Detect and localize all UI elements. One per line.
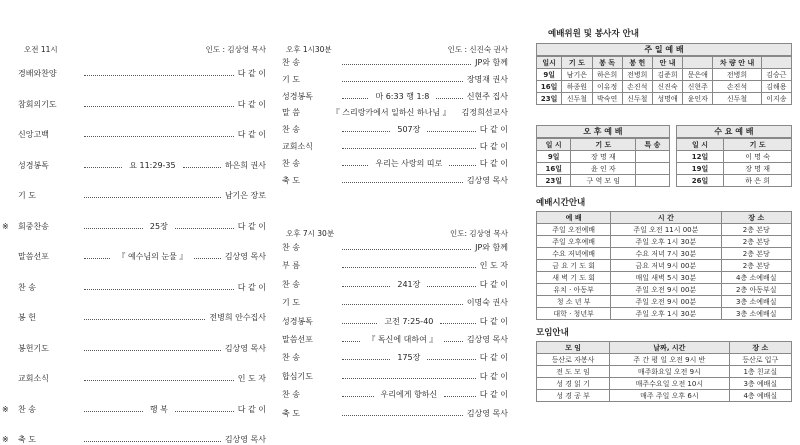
- wed-service-block: [676, 125, 792, 187]
- table-cell: 신두철: [622, 93, 652, 105]
- table-cell: 김승근: [761, 69, 791, 81]
- leader-dots: [342, 341, 360, 342]
- order-label: 찬 송: [282, 390, 300, 400]
- table-cell: 16일: [537, 163, 571, 175]
- order-detail: 우리는 사랑의 띠로: [375, 158, 443, 168]
- table-cell: 이 명 숙: [724, 151, 792, 163]
- table-cell: 남기은: [562, 69, 592, 81]
- order-row: [18, 129, 266, 140]
- table-cell: 3층 예배실: [729, 378, 791, 390]
- table-cell: 26일: [676, 175, 724, 187]
- order-person: 김상영 목사: [466, 175, 508, 185]
- table-cell: 주일 오후예배: [537, 236, 611, 248]
- table-cell: [636, 175, 669, 187]
- table-header-cell: 특 송: [636, 139, 669, 151]
- table-cell: 등산로 입구: [729, 354, 791, 366]
- order-row: [282, 242, 508, 253]
- leader-dots: [342, 249, 471, 250]
- table-header-cell: 기 도: [724, 139, 792, 151]
- leader-dots: [342, 182, 463, 183]
- order-detail: 25장: [149, 221, 168, 231]
- table-row: [537, 260, 792, 272]
- order-detail: 241장: [397, 279, 421, 289]
- table-cell: 윤 인 자: [571, 163, 636, 175]
- order-row: [18, 343, 266, 354]
- order-label: 교회소식: [282, 142, 313, 151]
- order-person: 김상영 목사: [224, 435, 266, 444]
- table-cell: 2층 아동부실: [721, 284, 792, 296]
- table-cell: 성 경 읽 기: [537, 378, 610, 390]
- order-person: 전병희 안수집사: [209, 313, 266, 322]
- table-row: [537, 236, 792, 248]
- order-label: 경배와찬양: [18, 69, 57, 78]
- table-cell: 4층 소예배실: [721, 272, 792, 284]
- leader-dots: [427, 359, 475, 360]
- order-label: 찬 송: [282, 58, 300, 67]
- order-row: [282, 316, 508, 327]
- table-cell: 매주 주일 오후 6시: [610, 390, 730, 402]
- order-label: 봉 헌: [18, 313, 36, 322]
- table-cell: 성 경 공 부: [537, 390, 610, 402]
- order-detail: 고전 7:25-40: [384, 316, 434, 326]
- wed-service-bar: 수 요 예 배: [676, 125, 792, 138]
- table-cell: 윤인자: [683, 93, 713, 105]
- volunteers-title: 예배위원 및 봉사자 안내: [548, 29, 639, 39]
- order-row: [282, 260, 508, 271]
- order-row: [282, 297, 508, 308]
- table-cell: 신진숙: [652, 81, 682, 93]
- leader-dots: [84, 319, 205, 320]
- table-cell: 장 명 재: [724, 163, 792, 175]
- leader-dots: [342, 359, 390, 360]
- order-row: [282, 91, 508, 102]
- schedule-table: [536, 211, 792, 320]
- leader-dots: [427, 286, 475, 287]
- order-row: [18, 373, 266, 384]
- sunday-volunteers-table: [536, 56, 792, 105]
- order-detail: 마 6:33 행 1:8: [375, 91, 430, 101]
- leader-dots: [342, 165, 368, 166]
- table-cell: 김준희: [652, 69, 682, 81]
- table-cell: 문은애: [683, 69, 713, 81]
- leader-dots: [84, 258, 110, 259]
- order-person: 이명숙 권사: [466, 298, 508, 308]
- order-person: 남기은 장로: [224, 191, 266, 200]
- table-row: [537, 81, 792, 93]
- order-person: 다 같 이: [237, 404, 266, 414]
- table-cell: 등산로 자봉사: [537, 354, 610, 366]
- pm-wed-block: [536, 125, 792, 187]
- order-person: 김상영 목사: [224, 343, 266, 353]
- order-label: 찬 송: [282, 279, 300, 289]
- table-cell: 손진석: [622, 81, 652, 93]
- table-cell: 유치 · 아동부: [537, 284, 611, 296]
- table-cell: 23일: [537, 175, 571, 187]
- order-label: 성경봉독: [282, 316, 313, 326]
- order-row: [282, 175, 508, 186]
- table-header-cell: [761, 57, 791, 69]
- order-detail: 행 복: [149, 404, 168, 414]
- schedule-block: [536, 196, 792, 320]
- table-cell: 금 요 기 도 회: [537, 260, 611, 272]
- order-label: 찬 송: [282, 158, 300, 168]
- table-cell: 9일: [537, 69, 562, 81]
- table-cell: 하종원: [562, 81, 592, 93]
- table-cell: 박숙연: [592, 93, 622, 105]
- table-cell: 하은희: [592, 69, 622, 81]
- table-cell: 이유정: [592, 81, 622, 93]
- morning-service-header: [24, 44, 266, 55]
- order-label: 회중찬송: [18, 221, 49, 231]
- order-label: 성경봉독: [18, 160, 49, 170]
- table-row: [537, 390, 792, 402]
- order-person: 장명재 권사: [466, 74, 508, 84]
- table-row: [676, 175, 791, 187]
- leader-dots: [342, 378, 476, 379]
- table-cell: 장 명 재: [571, 151, 636, 163]
- table-cell: 금요 저녁 9시 00분: [611, 260, 721, 272]
- table-cell: 성명애: [652, 93, 682, 105]
- wed-service-table: [676, 138, 792, 187]
- table-header-cell: 장 소: [721, 212, 792, 224]
- table-row: [537, 378, 792, 390]
- order-person: 다 같 이: [237, 282, 266, 292]
- table-cell: 4층 예배실: [729, 390, 791, 402]
- table-cell: 2층 본당: [721, 260, 792, 272]
- leader-dots: [342, 286, 390, 287]
- order-row: [18, 312, 266, 323]
- table-cell: 1층 친교실: [729, 366, 791, 378]
- table-row: [537, 248, 792, 260]
- order-person: 다 같 이: [237, 69, 266, 78]
- table-row: [537, 366, 792, 378]
- table-cell: 16일: [537, 81, 562, 93]
- order-row: [282, 74, 508, 85]
- leader-dots: [342, 64, 471, 65]
- afternoon-service-header: [286, 44, 508, 55]
- order-row: [282, 158, 508, 169]
- leader-dots: [342, 148, 476, 149]
- order-person: 인 도 자: [479, 261, 508, 271]
- pm-service-table: [536, 138, 670, 187]
- order-label: 신앙고백: [18, 130, 49, 139]
- table-cell: 하 은 희: [724, 175, 792, 187]
- table-row: [676, 163, 791, 175]
- table-cell: 매주화요일 오전 9시: [610, 366, 730, 378]
- table-header-row: [537, 57, 792, 69]
- leader-dots: [84, 411, 143, 412]
- table-row: [537, 93, 792, 105]
- leader-dots: [84, 197, 221, 198]
- table-cell: 전병희: [622, 69, 652, 81]
- table-row: [537, 175, 670, 187]
- table-row: [537, 224, 792, 236]
- table-cell: 주일 오전 9시 00분: [611, 296, 721, 308]
- order-person: 다 같 이: [479, 125, 508, 135]
- leader-dots: [175, 411, 234, 412]
- table-cell: 신두철: [713, 93, 761, 105]
- table-header-cell: 장 소: [729, 342, 791, 354]
- table-row: [537, 284, 792, 296]
- order-row: [18, 68, 266, 79]
- order-label: 축 도: [282, 408, 300, 418]
- order-row: [282, 371, 508, 382]
- table-row: [676, 151, 791, 163]
- order-row: [18, 99, 266, 110]
- order-detail: 우리에게 향하신: [380, 390, 438, 400]
- table-header-cell: 일 시: [537, 139, 571, 151]
- order-detail: 507장: [397, 125, 421, 135]
- order-row: [282, 107, 508, 118]
- table-header-cell: 봉 헌: [622, 57, 652, 69]
- table-cell: 주일 오후 1시 30분: [611, 236, 721, 248]
- leader-dots: [175, 228, 234, 229]
- order-label: 찬 송: [282, 353, 300, 363]
- order-label: 축 도: [18, 435, 36, 444]
- order-row: [282, 352, 508, 363]
- order-label: 찬 송: [282, 125, 300, 135]
- order-person: 하은희 권사: [224, 160, 266, 170]
- order-label: 합심기도: [282, 371, 313, 381]
- order-person: JP와 함께: [475, 243, 508, 252]
- leader-dots: [440, 323, 475, 324]
- evening-service-leader: 인도: 김상영 목사: [449, 229, 508, 238]
- table-row: [537, 69, 792, 81]
- pm-service-bar: 오 후 예 배: [536, 125, 670, 138]
- order-row: [282, 124, 508, 135]
- meeting-table: [536, 341, 792, 402]
- order-detail: 175장: [397, 353, 421, 363]
- table-cell: 19일: [676, 163, 724, 175]
- table-header-cell: 기 도: [571, 139, 636, 151]
- table-cell: 9일: [537, 151, 571, 163]
- order-person: 다 같 이: [479, 279, 508, 289]
- order-detail: 『 독신에 대하여 』: [367, 335, 438, 344]
- table-cell: 주 간 평 일 오전 9시 반: [610, 354, 730, 366]
- leader-dots: [444, 341, 462, 342]
- table-header-cell: 안 내: [652, 57, 682, 69]
- order-person: 김상영 목사: [466, 335, 508, 344]
- leader-dots: [183, 167, 221, 168]
- table-cell: 2층 본당: [721, 224, 792, 236]
- table-cell: 3층 소예배실: [721, 296, 792, 308]
- order-person: 다 같 이: [479, 353, 508, 363]
- leader-dots: [84, 228, 143, 229]
- afternoon-service-leader: 인도 : 신진숙 권사: [447, 45, 508, 54]
- table-cell: 이지송: [761, 93, 791, 105]
- sunday-volunteers-block: [536, 43, 792, 105]
- order-person: 신현주 집사: [466, 91, 508, 101]
- order-row: [18, 282, 266, 293]
- table-cell: 신두철: [562, 93, 592, 105]
- order-person: 김정희선교사: [461, 108, 508, 118]
- order-label: 부 름: [282, 261, 300, 271]
- order-label: 찬 송: [18, 404, 36, 414]
- table-row: [537, 151, 670, 163]
- leader-dots: [342, 81, 463, 82]
- order-person: 다 같 이: [479, 142, 508, 151]
- table-cell: [636, 151, 669, 163]
- order-label: 기 도: [282, 74, 300, 84]
- order-label: 참회의기도: [18, 99, 57, 109]
- leader-dots: [342, 396, 374, 397]
- leader-dots: [427, 131, 475, 132]
- order-person: 다 같 이: [479, 390, 509, 400]
- leader-dots: [84, 289, 234, 290]
- order-row: [18, 190, 266, 201]
- table-cell: 신현주: [683, 81, 713, 93]
- order-label: 기 도: [282, 298, 300, 308]
- sunday-service-bar: 주 일 예 배: [536, 43, 792, 56]
- order-detail: 요 11:29-35: [129, 160, 176, 170]
- order-person: 인 도 자: [237, 374, 266, 383]
- leader-dots: [444, 396, 476, 397]
- table-header-cell: [683, 57, 713, 69]
- leader-dots: [342, 98, 368, 99]
- leader-dots: [342, 131, 390, 132]
- schedule-title: 예배시간안내: [536, 198, 586, 208]
- order-person: 다 같 이: [479, 316, 508, 326]
- table-header-cell: 예 배: [537, 212, 611, 224]
- leader-dots: [342, 267, 476, 268]
- leader-dots: [84, 441, 221, 442]
- table-row: [537, 272, 792, 284]
- table-row: [537, 354, 792, 366]
- table-header-cell: 날짜, 시간: [610, 342, 730, 354]
- leader-dots: [342, 323, 377, 324]
- order-row: [2, 221, 267, 232]
- table-cell: 전병희: [713, 69, 761, 81]
- meeting-title: 모임안내: [536, 328, 569, 338]
- leader-dots: [436, 98, 462, 99]
- leader-dots: [342, 304, 463, 305]
- table-cell: [636, 163, 669, 175]
- order-person: 다 같 이: [237, 221, 267, 231]
- evening-service-header: [286, 228, 508, 239]
- order-person: JP와 함께: [475, 58, 508, 67]
- table-header-cell: 일시: [537, 57, 562, 69]
- order-person: 다 같 이: [237, 99, 266, 109]
- table-header-cell: 시 간: [611, 212, 721, 224]
- meeting-block: [536, 326, 792, 402]
- table-row: [537, 163, 670, 175]
- order-label: 말씀선포: [282, 335, 313, 344]
- order-label: 말씀선포: [18, 252, 49, 261]
- table-row: [537, 296, 792, 308]
- table-cell: 주일 오전 9시 00분: [611, 284, 721, 296]
- leader-dots: [84, 136, 234, 137]
- table-header-cell: 일 시: [676, 139, 724, 151]
- order-row: [282, 279, 508, 290]
- table-cell: 구 역 모 임: [571, 175, 636, 187]
- order-row: [282, 408, 508, 419]
- table-row: [537, 308, 792, 320]
- table-cell: 수요 저녁예배: [537, 248, 611, 260]
- order-label: 봉헌기도: [18, 343, 49, 353]
- order-row: [282, 141, 508, 152]
- table-header-cell: 차 량 안 내: [713, 57, 761, 69]
- leader-dots: [84, 106, 234, 107]
- table-cell: 매주수요일 오전 10시: [610, 378, 730, 390]
- order-person: 김상영 목사: [224, 252, 266, 261]
- order-row: [2, 434, 266, 445]
- leader-dots: [84, 167, 122, 168]
- order-row: [282, 389, 508, 400]
- order-label: 교회소식: [18, 374, 49, 383]
- table-header-cell: 모 임: [537, 342, 610, 354]
- order-label: 말 씀: [282, 108, 300, 118]
- table-cell: 매일 새벽 5시 30분: [611, 272, 721, 284]
- table-cell: 전 도 모 임: [537, 366, 610, 378]
- order-person: 다 같 이: [237, 130, 266, 139]
- table-header-cell: 봉 독: [592, 57, 622, 69]
- morning-service-leader: 인도 : 김상영 목사: [205, 45, 266, 54]
- table-cell: 주일 오후 1시 30분: [611, 308, 721, 320]
- table-header-cell: 기 도: [562, 57, 592, 69]
- leader-dots: [84, 75, 234, 76]
- evening-service-time: 오후 7시 30분: [286, 229, 335, 238]
- table-cell: 청 소 년 부: [537, 296, 611, 308]
- leader-dots: [194, 258, 220, 259]
- morning-service-time: 오전 11시: [24, 45, 58, 54]
- table-cell: 23일: [537, 93, 562, 105]
- stand-mark: ※: [2, 435, 9, 444]
- stand-mark: ※: [2, 404, 9, 414]
- order-row: [282, 334, 508, 345]
- stand-mark: ※: [2, 221, 9, 231]
- table-cell: 손진석: [713, 81, 761, 93]
- order-detail: 『 예수님의 눈물 』: [117, 252, 188, 261]
- leader-dots: [84, 350, 221, 351]
- table-cell: 주일 오전 11시 00분: [611, 224, 721, 236]
- order-person: 다 같 이: [479, 371, 508, 381]
- order-row: [2, 404, 266, 415]
- leader-dots: [84, 380, 234, 381]
- order-label: 성경봉독: [282, 91, 313, 101]
- order-person: 김상영 목사: [466, 408, 508, 418]
- order-person: 다 같 이: [479, 158, 509, 168]
- table-cell: 2층 본당: [721, 248, 792, 260]
- table-cell: 12일: [676, 151, 724, 163]
- leader-dots: [342, 415, 463, 416]
- order-label: 찬 송: [18, 282, 36, 292]
- order-row: [18, 160, 266, 171]
- order-label: 기 도: [18, 191, 36, 200]
- table-cell: 새 벽 기 도 회: [537, 272, 611, 284]
- afternoon-service-time: 오후 1시30분: [286, 45, 332, 54]
- table-cell: 수요 저녁 7시 30분: [611, 248, 721, 260]
- table-cell: 김해용: [761, 81, 791, 93]
- table-cell: 2층 본당: [721, 236, 792, 248]
- table-cell: 주일 오전예배: [537, 224, 611, 236]
- order-label: 찬 송: [282, 243, 300, 252]
- order-detail: 『 스리랑카에서 일하신 하나님 』: [331, 108, 451, 118]
- order-row: [18, 251, 266, 262]
- order-label: 축 도: [282, 175, 300, 185]
- table-cell: 대학 · 청년부: [537, 308, 611, 320]
- order-row: [282, 57, 508, 68]
- pm-service-block: [536, 125, 670, 187]
- table-cell: 3층 소예배실: [721, 308, 792, 320]
- leader-dots: [449, 165, 475, 166]
